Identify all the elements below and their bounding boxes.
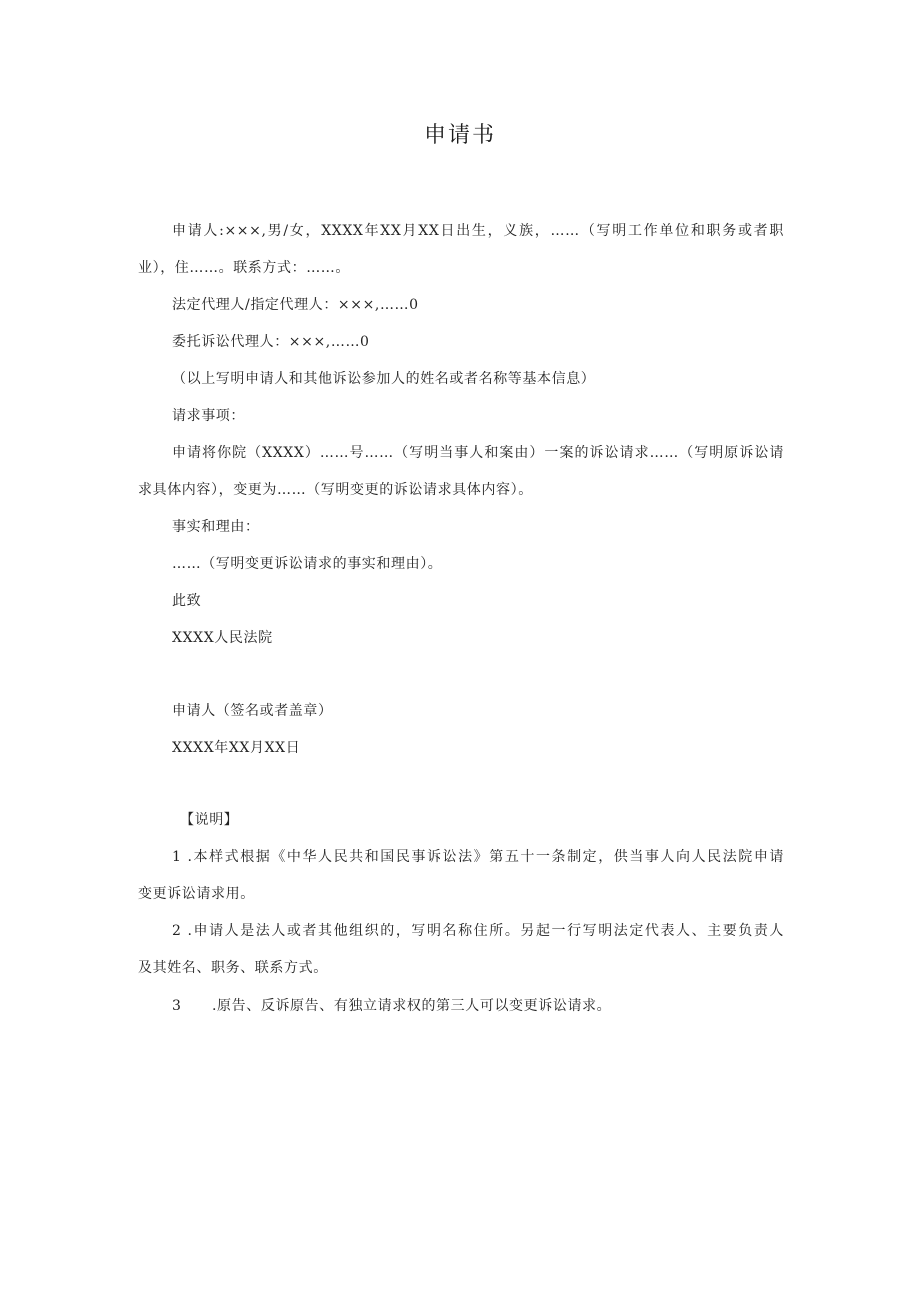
- signature-line: 申请人（签名或者盖章）: [172, 703, 333, 719]
- applicant-line-1: 申请人:×××,男/女，XXXX年XX月XX日出生，义族，……（写明工作单位和职务或者职: [172, 223, 784, 239]
- applicant-line-2: 业），住……。联系方式：……。: [138, 260, 350, 276]
- note-item-2-line-1: 2 .申请人是法人或者其他组织的，写明名称住所。另起一行写明法定代表人、主要负责人: [172, 923, 784, 939]
- note-item-3-number: 3: [172, 998, 182, 1014]
- request-line-1: 申请将你院（XXXX）……号……（写明当事人和案由）一案的诉讼请求……（写明原诉讼请: [172, 445, 784, 461]
- note-item-1-line-1: 1 .本样式根据《中华人民共和国民事诉讼法》第五十一条制定，供当事人向人民法院申请: [172, 849, 784, 865]
- note-item-1-line-2: 变更诉讼请求用。: [138, 886, 255, 902]
- litigation-agent-line: 委托诉讼代理人：×××,……0: [172, 334, 370, 350]
- notes-heading: 【说明】: [180, 812, 239, 828]
- salutation: 此致: [172, 593, 202, 609]
- facts-text: ……（写明变更诉讼请求的事实和理由）。: [172, 556, 443, 572]
- note-item-3-text: .原告、反诉原告、有独立请求权的第三人可以变更诉讼请求。: [212, 998, 612, 1014]
- court-name: XXXX人民法院: [172, 630, 273, 646]
- request-line-2: 求具体内容），变更为……（写明变更的诉讼请求具体内容）。: [138, 482, 533, 498]
- parties-note: （以上写明申请人和其他诉讼参加人的姓名或者名称等基本信息）: [172, 371, 596, 387]
- request-heading: 请求事项：: [172, 408, 245, 424]
- date-line: XXXX年XX月XX日: [172, 740, 301, 756]
- legal-agent-line: 法定代理人/指定代理人：×××,……0: [172, 297, 419, 313]
- document-title: 申请书: [423, 123, 496, 148]
- note-item-2-line-2: 及其姓名、职务、联系方式。: [138, 960, 328, 976]
- facts-heading: 事实和理由：: [172, 519, 260, 535]
